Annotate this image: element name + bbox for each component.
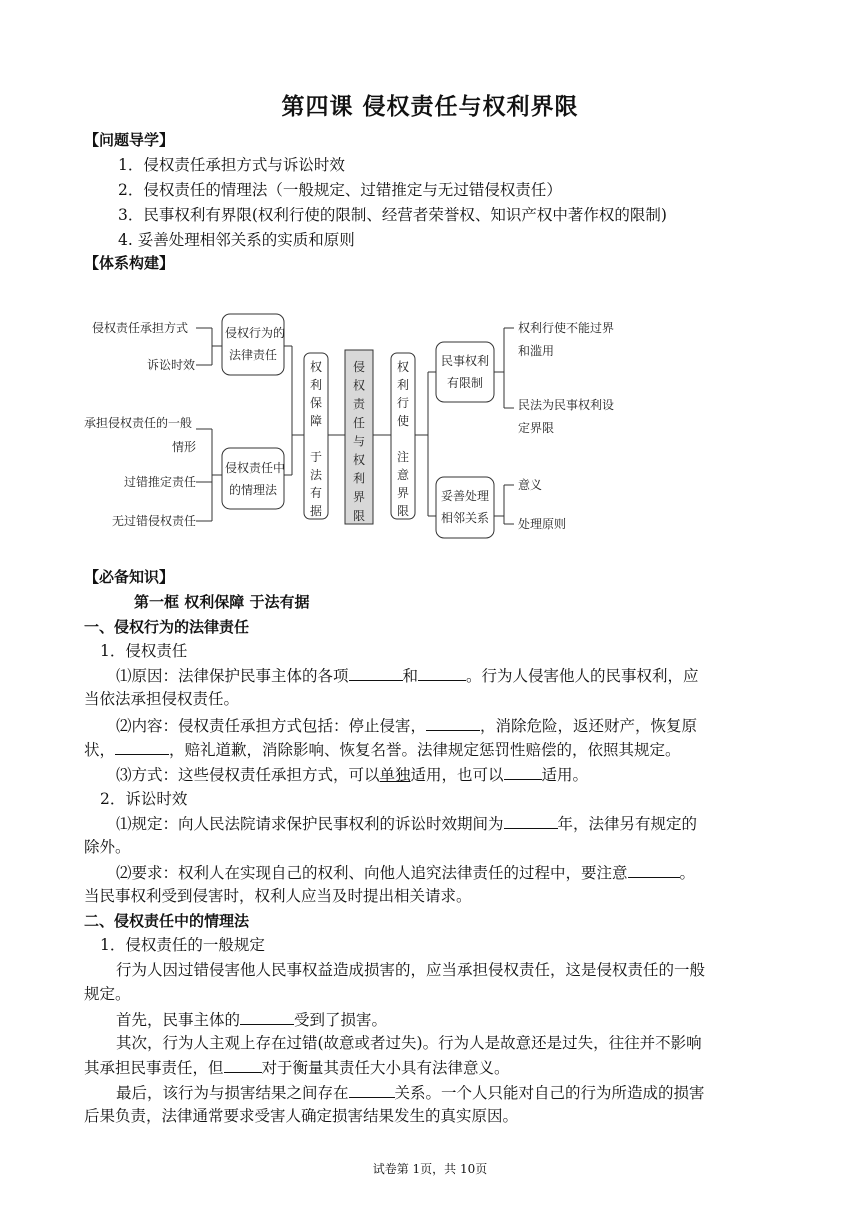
knowledge-heading: 【必备知识】 [84, 568, 175, 586]
vl-char: 于 [309, 450, 323, 464]
frame-title: 第一框 权利保障 于法有据 [134, 593, 310, 611]
vc-char: 责 [352, 397, 366, 412]
paragraph-require: ⑵要求：权利人在实现自己的权利、向他人追究法律责任的过程中，要注意 。 [116, 861, 695, 884]
guide-item-3: 3．民事权利有界限(权利行使的限制、经营者荣誉权、知识产权中著作权的限制) [118, 206, 667, 224]
vr-char: 利 [396, 378, 410, 392]
box-d-line-1: 妥善处理 [441, 489, 490, 503]
guide-item-2: 2．侵权责任的情理法（一般规定、过错推定与无过错侵权责任） [118, 181, 562, 199]
vr-char: 限 [396, 504, 410, 518]
page-title: 第四课 侵权责任与权利界限 [281, 94, 579, 120]
box-c-line-1: 民事权利 [441, 354, 490, 368]
paragraph-last-cont: 后果负责，法律通常要求受害人确定损害结果发生的真实原因。 [84, 1107, 519, 1125]
paragraph-require-cont: 当民事权利受到侵害时，权利人应当及时提出相关请求。 [84, 887, 472, 905]
subsection-1-2: 2．诉讼时效 [100, 790, 188, 808]
section-1-heading: 一、侵权行为的法律责任 [84, 618, 250, 636]
box-b-line-2: 的情理法 [229, 483, 278, 497]
vc-char: 界 [352, 490, 366, 505]
box-d-line-2: 相邻关系 [441, 511, 490, 525]
left-item-5: 过错推定责任 [124, 475, 197, 489]
left-item-2: 诉讼时效 [147, 358, 196, 372]
vc-char: 利 [352, 471, 366, 486]
paragraph-cause: ⑴原因：法律保护民事主体的各项 和 。行为人侵害他人的民事权利，应 [116, 664, 699, 687]
paragraph-cause-cont: 当依法承担侵权责任。 [84, 690, 240, 708]
box-a-line-1: 侵权行为的 [225, 326, 286, 340]
vl-char: 法 [309, 468, 323, 482]
vr-char: 意 [396, 468, 410, 482]
paragraph-content: ⑵内容：侵权责任承担方式包括：停止侵害， ，消除危险，返还财产，恢复原 [116, 714, 697, 737]
paragraph-general-cont: 规定。 [84, 985, 131, 1003]
concept-map-diagram [84, 295, 674, 545]
paragraph-general: 行为人因过错侵害他人民事权益造成损害的，应当承担侵权责任，这是侵权责任的一般 [116, 961, 706, 979]
paragraph-first: 首先，民事主体的 受到了损害。 [116, 1008, 387, 1031]
left-item-1: 侵权责任承担方式 [92, 321, 189, 335]
right-item-5: 意义 [518, 478, 543, 492]
paragraph-second-cont: 其承担民事责任，但 对于衡量其责任大小具有法律意义。 [84, 1056, 510, 1079]
page-footer: 试卷第 1页，共 10页 [372, 1162, 488, 1176]
subsection-1-1: 1．侵权责任 [100, 642, 188, 660]
guide-heading: 【问题导学】 [84, 131, 175, 149]
right-item-4: 定界限 [518, 421, 555, 435]
vr-char: 注 [396, 450, 410, 464]
right-item-3: 民法为民事权利设 [518, 398, 615, 412]
guide-item-4: 4. 妥善处理相邻关系的实质和原则 [118, 231, 355, 249]
section-2-heading: 二、侵权责任中的情理法 [84, 912, 250, 930]
left-item-3: 承担侵权责任的一般 [84, 416, 193, 430]
paragraph-rule-cont: 除外。 [84, 838, 131, 856]
left-item-6: 无过错侵权责任 [112, 514, 197, 528]
left-item-4: 情形 [172, 440, 197, 454]
box-b-line-1: 侵权责任中 [225, 461, 286, 475]
vc-char: 与 [352, 434, 366, 449]
vl-char: 权 [309, 360, 323, 374]
vl-char: 障 [309, 414, 323, 428]
right-item-2: 和滥用 [518, 344, 555, 358]
box-c-line-2: 有限制 [447, 376, 484, 390]
vr-char: 权 [396, 360, 410, 374]
vl-char: 有 [309, 486, 323, 500]
vr-char: 使 [396, 414, 410, 428]
vl-char: 据 [309, 504, 323, 518]
right-item-6: 处理原则 [518, 517, 567, 531]
system-heading: 【体系构建】 [84, 254, 175, 272]
vc-char: 任 [352, 415, 366, 430]
vl-char: 保 [309, 396, 323, 410]
right-item-1: 权利行使不能过界 [518, 321, 615, 335]
vc-char: 权 [352, 453, 366, 467]
vl-char: 利 [309, 378, 323, 392]
paragraph-content-cont: 状， ，赔礼道歉，消除影响、恢复名誉。法律规定惩罚性赔偿的，依照其规定。 [84, 738, 681, 761]
paragraph-method: ⑶方式：这些侵权责任承担方式，可以单独适用，也可以 适用。 [116, 763, 588, 786]
subsection-2-1: 1．侵权责任的一般规定 [100, 936, 265, 954]
paragraph-last: 最后，该行为与损害结果之间存在 关系。一个人只能对自己的行为所造成的损害 [116, 1081, 705, 1104]
paragraph-rule: ⑴规定：向人民法院请求保护民事权利的诉讼时效期间为 年，法律另有规定的 [116, 812, 697, 835]
guide-item-1: 1．侵权责任承担方式与诉讼时效 [118, 156, 345, 174]
box-a-line-2: 法律责任 [229, 348, 278, 362]
vr-char: 界 [396, 486, 410, 500]
vc-char: 限 [352, 508, 366, 523]
paragraph-second: 其次，行为人主观上存在过错(故意或者过失)。行为人是故意还是过失，往往并不影响 [116, 1034, 702, 1052]
vc-char: 权 [352, 378, 366, 393]
vc-char: 侵 [352, 360, 366, 374]
vr-char: 行 [396, 396, 410, 410]
vert-center-text [353, 360, 366, 523]
